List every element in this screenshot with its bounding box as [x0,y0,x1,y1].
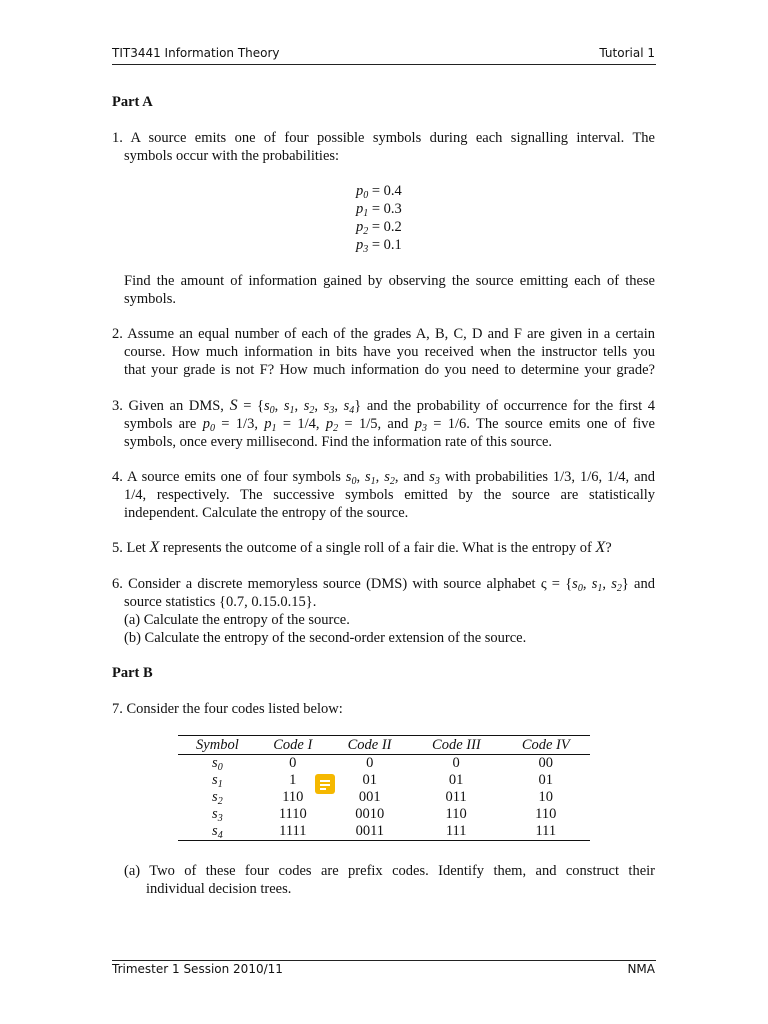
code-cell: 1110 [278,806,307,822]
code-cell: 111 [502,823,590,841]
col-header: Code II [329,736,411,755]
question-6 [112,575,655,647]
code-cell: 01 [362,772,378,788]
question-5 [112,539,655,557]
q7a-line-2: individual decision trees. [146,881,292,897]
table-row [178,806,590,823]
col-header: Code I [257,736,329,755]
code-cell: 0 [366,755,374,771]
q2-line-1: 2. Assume an equal number of each of the grades A, B, C, D and F are given in a certain [112,326,655,342]
q3-line-3: symbols, once every millisecond. Find the information rate of this source. [124,434,553,450]
q6-line-2: source statistics {0.7, 0.15.0.15}. [124,594,317,610]
q4-line-3: independent. Calculate the entropy of the source. [124,505,409,521]
prob-eq-2: $p_2 = 0.2$ [356,219,402,237]
q1-find-line-1: Find the amount of information gained by observing the source emitting each of these [124,273,655,289]
header-rule [112,64,656,65]
q6-line-1: 6. Consider a discrete memoryless source (DMS) with source alphabet $\varsigma = \{s_0$, $s_1$, $s_2$} and [112,576,655,594]
question-4 [112,468,655,522]
code-cell: 01 [538,772,554,788]
page-footer [112,962,655,978]
code-cell: 10 [538,789,554,805]
table-row [178,772,590,789]
course-title: TIT3441 Information Theory [112,46,280,60]
code-cell: 001 [358,789,381,805]
question-7: 7. Consider the four codes listed below: [112,701,343,717]
q1-line-2: symbols occur with the probabilities: [124,148,340,164]
q5-line-1: 5. Let X represents the outcome of a single roll of a fair die. What is the entropy of X? [112,539,612,556]
prob-eq-0: $p_0 = 0.4$ [356,183,402,201]
code-cell: 111 [411,823,502,841]
author-initials: NMA [627,962,655,976]
code-cell: 0 [289,755,297,771]
question-7a [124,862,655,898]
table-row [178,789,590,806]
symbol-cell: $s_2$ [212,789,223,807]
part-a-heading: Part A [112,94,153,110]
page-header [112,46,655,62]
footer-rule [112,960,656,961]
code-cell: 011 [445,789,467,805]
symbol-cell: $s_1$ [212,772,223,790]
prob-eq-3: $p_3 = 0.1$ [356,237,402,255]
code-cell: 0010 [355,806,385,822]
comment-note-icon[interactable] [315,774,335,794]
q4-line-1: 4. A source emits one of four symbols $s_0$, $s_1$, $s_2$, and $s_3$ with probabilities 1/3, 1/6, 1/4, and [112,469,656,487]
question-1 [112,129,655,165]
codes-table [178,735,590,841]
q1-find-line-2: symbols. [124,291,176,307]
code-cell: 0011 [329,823,411,841]
code-cell: 110 [535,806,557,822]
q7a-line-1: (a) Two of these four codes are prefix codes. Identify them, and construct their [124,863,655,879]
code-cell: 00 [538,755,554,771]
q6-line-4: (b) Calculate the entropy of the second-order extension of the source. [124,630,527,646]
q2-line-3: that your grade is not F? How much information do you need to determine your grade? [124,362,655,378]
code-cell: 110 [282,789,304,805]
question-2 [112,325,655,379]
code-cell: 1 [289,772,297,788]
question-1-find [124,272,655,308]
code-cell: 01 [448,772,464,788]
q1-line-1: 1. A source emits one of four possible symbols during each signalling interval. The [112,130,655,146]
prob-eq-1: $p_1 = 0.3$ [356,201,402,219]
part-b-heading: Part B [112,665,153,681]
q3-line-2: symbols are $p_0 = 1/3$, $p_1 = 1/4$, $p_2 = 1/5$, and $p_3 = 1/6$. The source emits one of five [124,416,655,434]
tutorial-label: Tutorial 1 [599,46,655,60]
q3-line-1: 3. Given an DMS, $S = \{s_0$, $s_1$, $s_2$, $s_3$, $s_4$} and the probability of occurrence for the first 4 [112,397,655,416]
symbol-cell: $s_4$ [178,823,257,841]
symbol-cell: $s_0$ [212,755,223,773]
col-header: Code IV [502,736,590,755]
table-row [178,755,590,773]
code-cell: 1111 [257,823,329,841]
q6-line-3: (a) Calculate the entropy of the source. [124,612,350,628]
session-label: Trimester 1 Session 2010/11 [112,962,283,976]
q2-line-2: course. How much information in bits have you received when the instructor tells you [124,344,655,360]
col-header: Code III [411,736,502,755]
q4-line-2: 1/4, respectively. The successive symbols emitted by the source are statistically [124,487,655,503]
table-header-row [178,736,590,755]
code-cell: 0 [452,755,460,771]
table-row [178,823,590,841]
code-cell: 110 [445,806,467,822]
col-header: Symbol [178,736,257,755]
symbol-cell: $s_3$ [212,806,223,824]
question-3 [112,397,655,451]
